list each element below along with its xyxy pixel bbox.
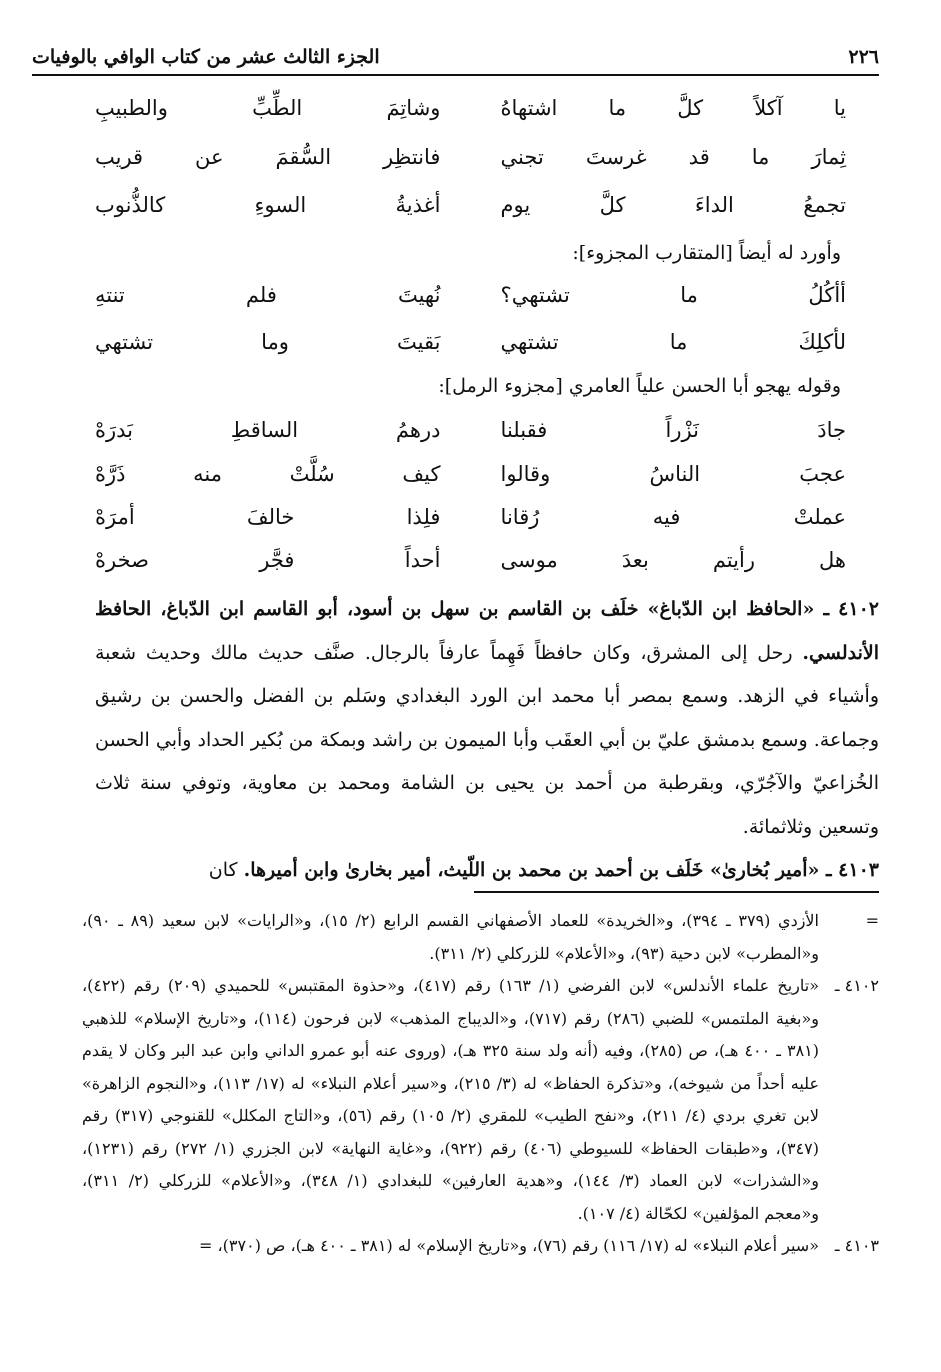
footnote-number: ٤١٠٢ ـ xyxy=(834,976,879,995)
verse xyxy=(95,96,846,142)
footnote-number: = xyxy=(865,911,879,930)
footnote-text: «سير أعلام النبلاء» له (١٧/ ١١٦) رقم (٧٦)، و«تاريخ الإسلام» له (٣٨١ ـ ٤٠٠ هـ)، ص (٣٧٠)، = xyxy=(199,1236,819,1255)
hemistich: يا آكلاً كلَّ ما اشتهاهُ xyxy=(500,96,846,120)
verse xyxy=(95,193,846,239)
verse xyxy=(95,330,846,376)
entry-body: رحل إلى المشرق، وكان حافظاً فَهِماً عارفاً بالرجال. صنَّف حديث مالك وحديث شعبة وأشياء في الزهد. وسمع بمصر أبا محمد ابن الورد البغدادي وسَلم بن الفضل والحسن بن رشيق وجماعة. وسمع بدمشق عليّ بن أبي العقَب وأبا الميمون بن راشد وبمكة من بُكير الحداد وأبي الحسن الخُزاعيّ والآجُرّي، وبقرطبة من أحمد بن يحيى بن الشامة ومحمد بن معاوية، وتوفي سنة ثلاث وتسعين وثلاثمائة. xyxy=(95,641,879,838)
verse xyxy=(95,462,846,508)
verse-intro: وقوله يهجو أبا الحسن علياً العامري [مجزوء الرمل]: xyxy=(438,375,841,397)
hemistich: عملتْ فيه رُقانا xyxy=(500,505,846,529)
footnote xyxy=(82,905,879,970)
hemistich: ثِمارَ ما قد غرستَ تجني xyxy=(500,145,846,169)
footnotes xyxy=(82,905,879,1263)
hemistich: أغذيةُ السوءِ كالذُّنوب xyxy=(95,193,441,217)
hemistich: جادَ نَزْراً فقبلنا xyxy=(500,418,846,442)
hemistich: لأكلِكَ ما تشتهي xyxy=(500,330,846,354)
hemistich: فلِذا خالفَ أمرَهْ xyxy=(95,505,441,529)
page-number: ٢٢٦ xyxy=(848,46,879,68)
hemistich: وشاتِمَ الطِّبِّ والطبيبِ xyxy=(95,96,441,120)
hemistich: كيف سُلَّتْ منه ذَرَّهْ xyxy=(95,462,441,486)
entry-heading: ٤١٠٢ ـ «الحافظ ابن الدّباغ» خلَف بن القاسم بن سهل بن أسود، أبو القاسم ابن الدّباغ، الحافظ الأندلسي. xyxy=(95,598,879,664)
entry-4102 xyxy=(95,588,879,849)
entry-4103 xyxy=(95,849,879,893)
hemistich: عجبَ الناسُ وقالوا xyxy=(500,462,846,486)
footnote-separator xyxy=(474,891,879,893)
verse xyxy=(95,505,846,551)
hemistich: تجمعُ الداءَ كلَّ يوم xyxy=(500,193,846,217)
footnote xyxy=(82,1230,879,1263)
footnote xyxy=(82,970,879,1230)
hemistich: نُهيتَ فلم تنتهِ xyxy=(95,283,441,307)
footnote-number: ٤١٠٣ ـ xyxy=(834,1236,879,1255)
hemistich: درهمُ الساقطِ بَدرَهْ xyxy=(95,418,441,442)
running-header xyxy=(32,40,879,76)
hemistich: أأكُلُ ما تشتهي؟ xyxy=(500,283,846,307)
verse xyxy=(95,283,846,329)
running-title: الجزء الثالث عشر من كتاب الوافي بالوفيات xyxy=(32,46,380,68)
biography-entries xyxy=(95,588,879,893)
hemistich: هل رأيتم بعدَ موسى xyxy=(500,548,846,572)
hemistich: فانتظِر السُّقمَ عن قريب xyxy=(95,145,441,169)
verse-intro: وأورد له أيضاً [المتقارب المجزوء]: xyxy=(572,242,841,264)
hemistich: بَقيتَ وما تشتهي xyxy=(95,330,441,354)
verse xyxy=(95,418,846,464)
entry-heading: ٤١٠٣ ـ «أمير بُخارىٰ» خَلَف بن أحمد بن محمد بن اللّيث، أمير بخارىٰ وابن أميرها. xyxy=(243,859,879,881)
verse xyxy=(95,145,846,191)
entry-body: كان xyxy=(208,859,244,881)
footnote-text: الأزدي (٣٧٩ ـ ٣٩٤)، و«الخريدة» للعماد الأصفهاني القسم الرابع (٢/ ١٥)، و«الرايات» لابن سعيد (٨٩ ـ ٩٠)، و«المطرب» لابن دحية (٩٣)، و«الأعلام» للزركلي (٢/ ٣١١). xyxy=(82,911,820,963)
footnote-text: «تاريخ علماء الأندلس» لابن الفرضي (١/ ١٦٣) رقم (٤١٧)، و«حذوة المقتبس» للحميدي (٢٠٩) رقم (٤٢٢)، و«بغية الملتمس» للضبي (٢٨٦) رقم (٧١٧)، و«الديباج المذهب» لابن فرحون (١١٤)، و«تاريخ الإسلام» للذهبي (٣٨١ ـ ٤٠٠ هـ)، ص (٢٨٥)، وفيه (أنه ولد سنة ٣٢٥ هـ)، (وروى عنه أبو عمرو الداني وابن عبد البر وكان لا يقدم عليه أحداً من شيوخه)، و«تذكرة الحفاظ» له (٣/ ٢١٥)، و«سير أعلام النبلاء» له (١٧/ ١١٣)، و«النجوم الزاهرة» لابن تغري بردي (٤/ ٢١١)، و«نفح الطيب» للمقري (٢/ ١٠٥) رقم (٥٦)، و«التاج المكلل» للقنوجي (٣١٧) رقم (٣٤٧)، و«طبقات الحفاظ» للسيوطي (٤٠٦) رقم (٩٢٢)، و«غاية النهاية» لابن الجزري (١/ ٢٧٢) رقم (١٢٣١)، و«الشذرات» لابن العماد (٣/ ١٤٤)، و«هدية العارفين» للبغدادي (١/ ٣٤٨)، و«الأعلام» للزركلي (٢/ ٣١١)، و«معجم المؤلفين» لكحّالة (٤/ ١٠٧). xyxy=(82,976,820,1223)
hemistich: أحداً فجَّر صخرهْ xyxy=(95,548,441,572)
